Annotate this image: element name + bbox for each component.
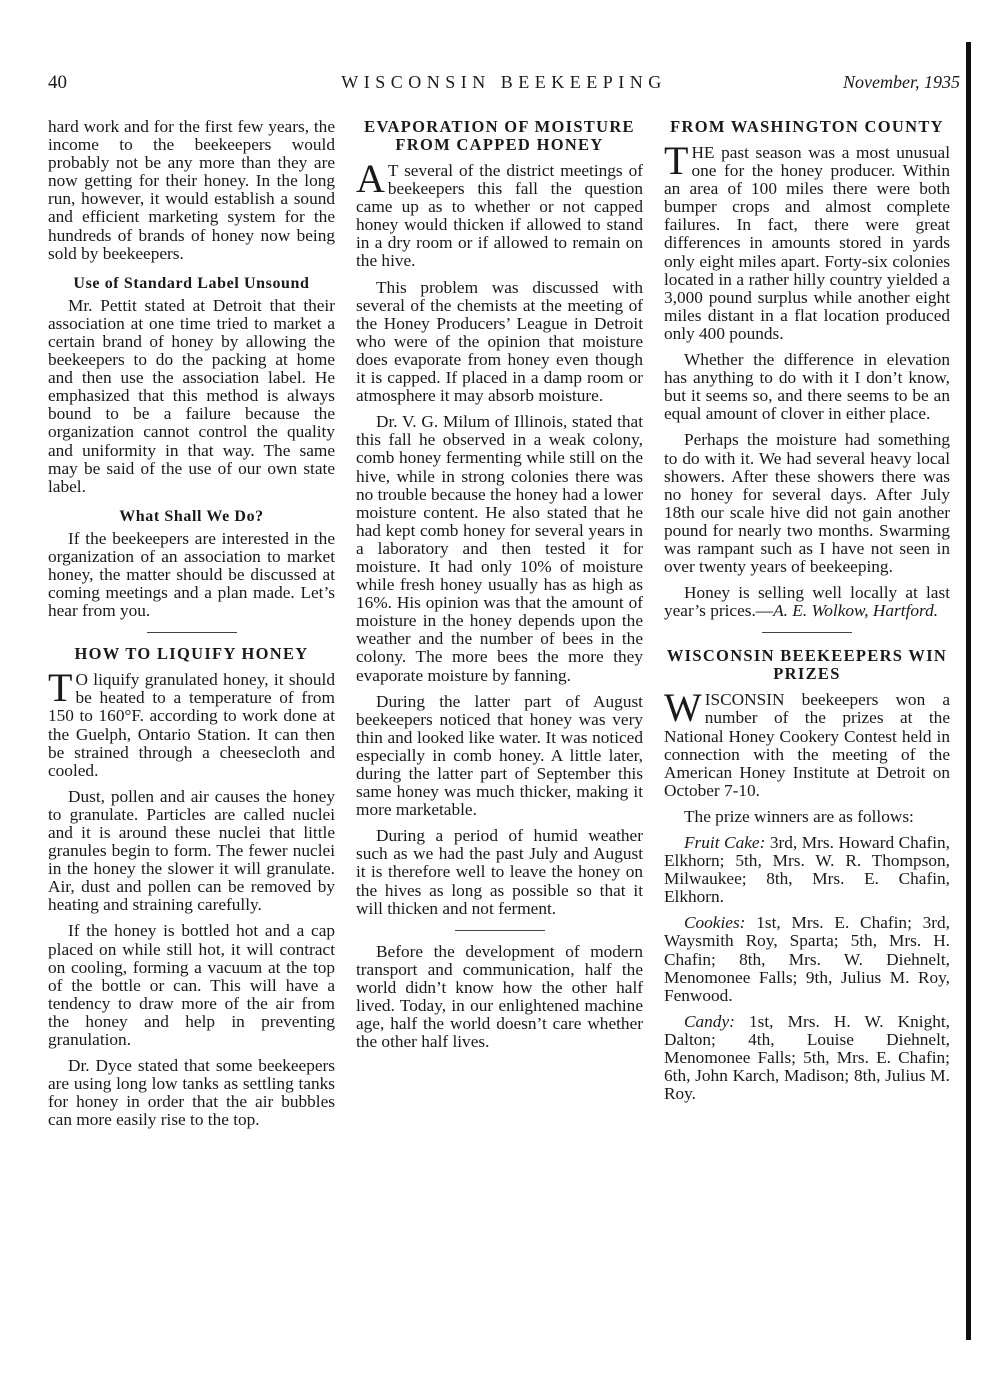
page-header xyxy=(48,72,960,102)
evaporation-paragraph-5: During a period of humid weather such as we had the past July and August it is therefore well to leave the honey on the hives as long as possible so that it will thicken and not ferment. xyxy=(356,826,643,918)
evaporation-paragraph-4: During the latter part of August beekeepers noticed that honey was very thin and looked like water. It was noticed especially in comb honey. A little later, during the latter part of September this same honey was much thicker, making it more marketable. xyxy=(356,691,643,820)
evaporation-paragraph-1 xyxy=(356,156,643,271)
washington-paragraph-1 xyxy=(664,138,950,343)
prizes-paragraph-2: The prize winners are as follows: xyxy=(684,806,914,826)
cookies-text: 1st, Mrs. E. Chafin; 3rd, Waysmith Roy, Sparta; 5th, Mrs. H. Chafin; 8th, Mrs. W. Diehnelt, Menomonee Falls; 9th, Julius M. Roy, Fenwood. xyxy=(664,913,950,1005)
section-divider xyxy=(762,632,852,633)
prizes-paragraph-1 xyxy=(664,685,950,800)
right-margin-rule xyxy=(966,42,971,1340)
liquify-paragraph-1 xyxy=(48,665,335,780)
label-paragraph: Mr. Pettit stated at Detroit that their association at one time tried to market a certain brand of honey by allowing the beekeepers to do the packing at home and then use the association label. He emphasized that this method is always bound to be a failure because the organization cannot control the quality and uniformity in that way. The same may be said of the use of our own state label. xyxy=(48,295,335,496)
candy-text: 1st, Mrs. H. W. Knight, Dalton; 4th, Louise Diehnelt, Menomonee Falls; 5th, Mrs. E. Chafin; 6th, John Karch, Madison; 8th, Julius M. Roy. xyxy=(664,1011,950,1104)
prizes-headline: WISCONSIN BEEKEEPERS WIN PRIZES xyxy=(666,646,948,684)
evaporation-paragraph-2: This problem was discussed with several of the chemists at the meeting of the Honey Producers’ League in Detroit who were of the opinion that moisture does evaporate from honey even though it is capped. If placed in a damp room or atmosphere it may absorb moisture. xyxy=(356,277,643,406)
intro-paragraph: hard work and for the first few years, the income to the beekeepers would probably not be any more than they are now getting for their honey. In the long run, however, it would establish a sound and efficient marketing system for the hundreds of brands of honey now being sold by beekeepers. xyxy=(48,117,335,263)
liquify-headline: HOW TO LIQUIFY HONEY xyxy=(74,644,309,664)
fruit-cake-text: 3rd, Mrs. Howard Chafin, Elkhorn; 5th, Mrs. W. R. Thompson, Milwaukee; 8th, Mrs. E. Chafin, Elkhorn. xyxy=(664,833,951,907)
column-2 xyxy=(356,118,643,1051)
candy-label: Candy: xyxy=(684,1011,735,1031)
washington-dropcap: T xyxy=(664,138,689,183)
section-divider xyxy=(147,632,237,633)
liquify-paragraph-3: If the honey is bottled hot and a cap placed on while still hot, it will contract on cooling, forming a vacuum at the top of the bottle or can. This will have a tendency to draw more of the air from the honey and help in preventing granulation. xyxy=(48,921,335,1050)
cookies-winners xyxy=(664,914,950,1004)
cookies-label: Cookies: xyxy=(684,913,746,933)
author-signature: A. E. Wolkow, Hartford. xyxy=(773,601,939,621)
do-paragraph: If the beekeepers are interested in the organization of an association to market honey, the matter should be discussed at coming meetings and a plan made. Let’s hear from you. xyxy=(48,528,335,621)
filler-paragraph: Before the development of modern transport and communication, half the world didn’t know how the other half lived. Today, in our enlightened machine age, half the world doesn’t care whether the other half lives. xyxy=(356,941,643,1052)
prizes-dropcap: W xyxy=(664,685,702,731)
liquify-dropcap: T xyxy=(48,665,73,711)
evaporation-paragraph-3: Dr. V. G. Milum of Illinois, stated that this fall he observed in a weak colony, comb honey fermenting while still on the hive, while in strong colonies there was no trouble because the honey had a lower moisture content. He also stated that he had kept comb honey for several years in a laboratory and then tested it for moisture. It had only 10% of moisture while fresh honey usually has as high as 16%. His opinion was that the amount of moisture in the honey depends upon the weather and the number of bees in the colony. The more bees the more they evaporate moisture by fanning. xyxy=(356,412,643,685)
evaporation-paragraph-1-text: T several of the district meetings of beekeepers this fall the question came up as to whether or not capped honey would thicken if allowed to stand in a dry room or if allowed to remain on the hive. xyxy=(356,161,643,271)
page-number: 40 xyxy=(48,72,67,93)
washington-paragraph-4-text: Honey is selling well locally at last year’s prices.— xyxy=(664,583,950,621)
washington-paragraph-1-text: HE past season was a most unusual one for the honey producer. Within an area of 100 miles there were both bumper crops and almost complete failures. In fact, there were great differences in amounts stored in yards only eight miles apart. Forty-six colonies located in a rather hilly country yielded a 3,000 pound surplus while another eight miles distant in a flat location produced only 400 pounds. xyxy=(664,143,950,343)
fruit-cake-label: Fruit Cake: xyxy=(684,833,766,852)
issue-date: November, 1935 xyxy=(843,72,960,92)
section-divider xyxy=(455,930,545,931)
subhead-what-shall-we-do: What Shall We Do? xyxy=(119,507,264,525)
evaporation-dropcap: A xyxy=(356,156,385,201)
liquify-paragraph-4: Dr. Dyce stated that some beekeepers are using long low tanks as settling tanks for honey in order that the air bubbles can more easily rise to the top. xyxy=(48,1056,335,1130)
evaporation-headline: EVAPORATION OF MOISTURE FROM CAPPED HONEY xyxy=(364,117,635,154)
prizes-paragraph-1-text: ISCONSIN beekeepers won a number of the prizes at the National Honey Cookery Contest held in connection with the meeting of the American Honey Institute at Detroit on October 7-10. xyxy=(664,690,950,800)
candy-winners xyxy=(664,1013,950,1103)
washington-paragraph-3: Perhaps the moisture had something to do with it. We had several heavy local showers. After these showers there was no honey for several days. After July 18th our scale hive did not gain another pound for nearly two months. Swarming was rampant such as I have not seen in over twenty years of beekeeping. xyxy=(664,430,950,577)
column-3 xyxy=(664,118,950,1103)
fruit-cake-winners xyxy=(664,834,950,906)
column-1 xyxy=(48,118,335,1130)
liquify-paragraph-2: Dust, pollen and air causes the honey to granulate. Particles are called nuclei and it is around these nuclei that little granules begin to form. The fewer nuclei in the honey the slower it will granulate. Air, dust and pollen can be removed by heating and straining carefully. xyxy=(48,786,335,915)
washington-paragraph-4 xyxy=(664,584,950,620)
washington-paragraph-2: Whether the difference in elevation has anything to do with it I don’t know, but it seems so, and there seems to be an equal amount of clover in either place. xyxy=(664,350,950,424)
subhead-standard-label: Use of Standard Label Unsound xyxy=(73,274,310,292)
liquify-paragraph-1-text: O liquify granulated honey, it should be heated to a temperature of from 150 to 160°F. according to work done at the Guelph, Ontario Station. It can then be strained through a cheesecloth and cooled. xyxy=(48,670,335,780)
magazine-title: WISCONSIN BEEKEEPING xyxy=(341,72,667,92)
washington-headline: FROM WASHINGTON COUNTY xyxy=(670,117,944,136)
